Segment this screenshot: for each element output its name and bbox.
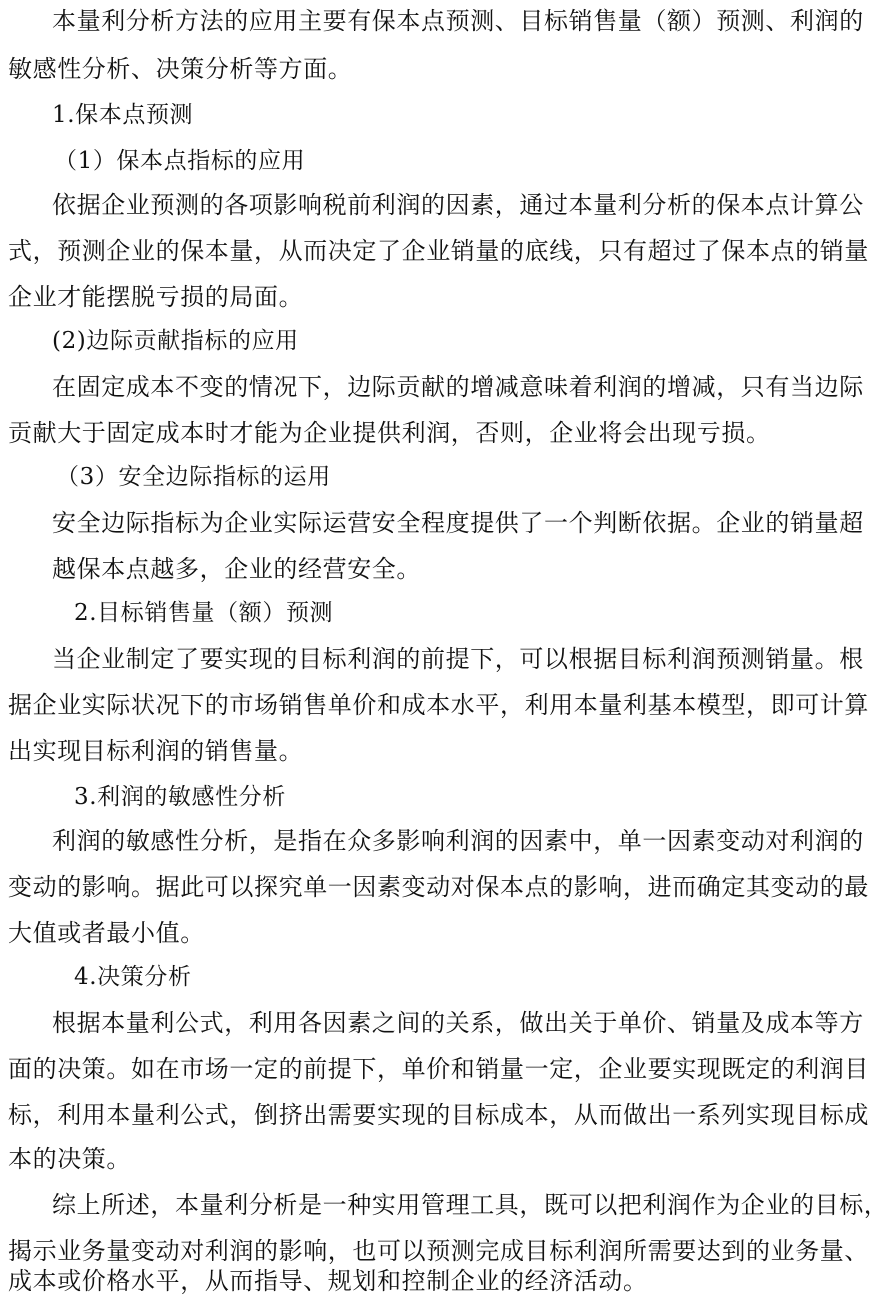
paragraph-line: 变动的影响。据此可以探究单一因素变动对保本点的影响，进而确定其变动的最 — [8, 873, 869, 901]
subsection-heading: （3）安全边际指标的运用 — [56, 464, 331, 490]
subsection-heading: （1）保本点指标的应用 — [54, 148, 306, 174]
paragraph-line: 综上所述，本量利分析是一种实用管理工具，既可以把利润作为企业的目标， — [52, 1191, 888, 1219]
paragraph-line: 越保本点越多，企业的经营安全。 — [52, 555, 421, 583]
paragraph-line: 在固定成本不变的情况下，边际贡献的增减意味着利润的增减，只有当边际 — [52, 373, 864, 401]
paragraph-line: 贡献大于固定成本时才能为企业提供利润，否则，企业将会出现亏损。 — [8, 419, 771, 447]
paragraph-line: 本量利分析方法的应用主要有保本点预测、目标销售量（额）预测、利润的 — [52, 7, 864, 35]
paragraph-line: 利润的敏感性分析，是指在众多影响利润的因素中，单一因素变动对利润的 — [52, 827, 864, 855]
section-heading: 3.利润的敏感性分析 — [74, 784, 286, 810]
paragraph-line: 式，预测企业的保本量，从而决定了企业销量的底线，只有超过了保本点的销量 — [8, 237, 869, 265]
paragraph-line: 面的决策。如在市场一定的前提下，单价和销量一定，企业要实现既定的利润目 — [8, 1055, 869, 1083]
paragraph-line: 揭示业务量变动对利润的影响，也可以预测完成目标利润所需要达到的业务量、 — [8, 1237, 869, 1265]
paragraph-line: 企业才能摆脱亏损的局面。 — [8, 283, 304, 311]
section-heading: 2.目标销售量（额）预测 — [74, 600, 334, 626]
paragraph-line: 标，利用本量利公式，倒挤出需要实现的目标成本，从而做出一系列实现目标成 — [8, 1101, 869, 1129]
paragraph-line: 据企业实际状况下的市场销售单价和成本水平，利用本量利基本模型，即可计算 — [8, 691, 869, 719]
paragraph-line: 本的决策。 — [8, 1145, 131, 1173]
paragraph-line: 依据企业预测的各项影响税前利润的因素，通过本量利分析的保本点计算公 — [52, 191, 864, 219]
paragraph-line: 根据本量利公式，利用各因素之间的关系，做出关于单价、销量及成本等方 — [52, 1009, 864, 1037]
section-heading: 4.决策分析 — [74, 964, 192, 990]
section-heading: 1.保本点预测 — [52, 102, 194, 128]
subsection-heading: (2)边际贡献指标的应用 — [52, 328, 299, 354]
paragraph-line: 出实现目标利润的销售量。 — [8, 737, 304, 765]
paragraph-line: 安全边际指标为企业实际运营安全程度提供了一个判断依据。企业的销量超 — [52, 509, 864, 537]
paragraph-line: 当企业制定了要实现的目标利润的前提下，可以根据目标利润预测销量。根 — [52, 645, 864, 673]
paragraph-line: 大值或者最小值。 — [8, 919, 205, 947]
paragraph-line: 敏感性分析、决策分析等方面。 — [8, 55, 353, 83]
paragraph-line: 成本或价格水平，从而指导、规划和控制企业的经济活动。 — [8, 1267, 648, 1295]
